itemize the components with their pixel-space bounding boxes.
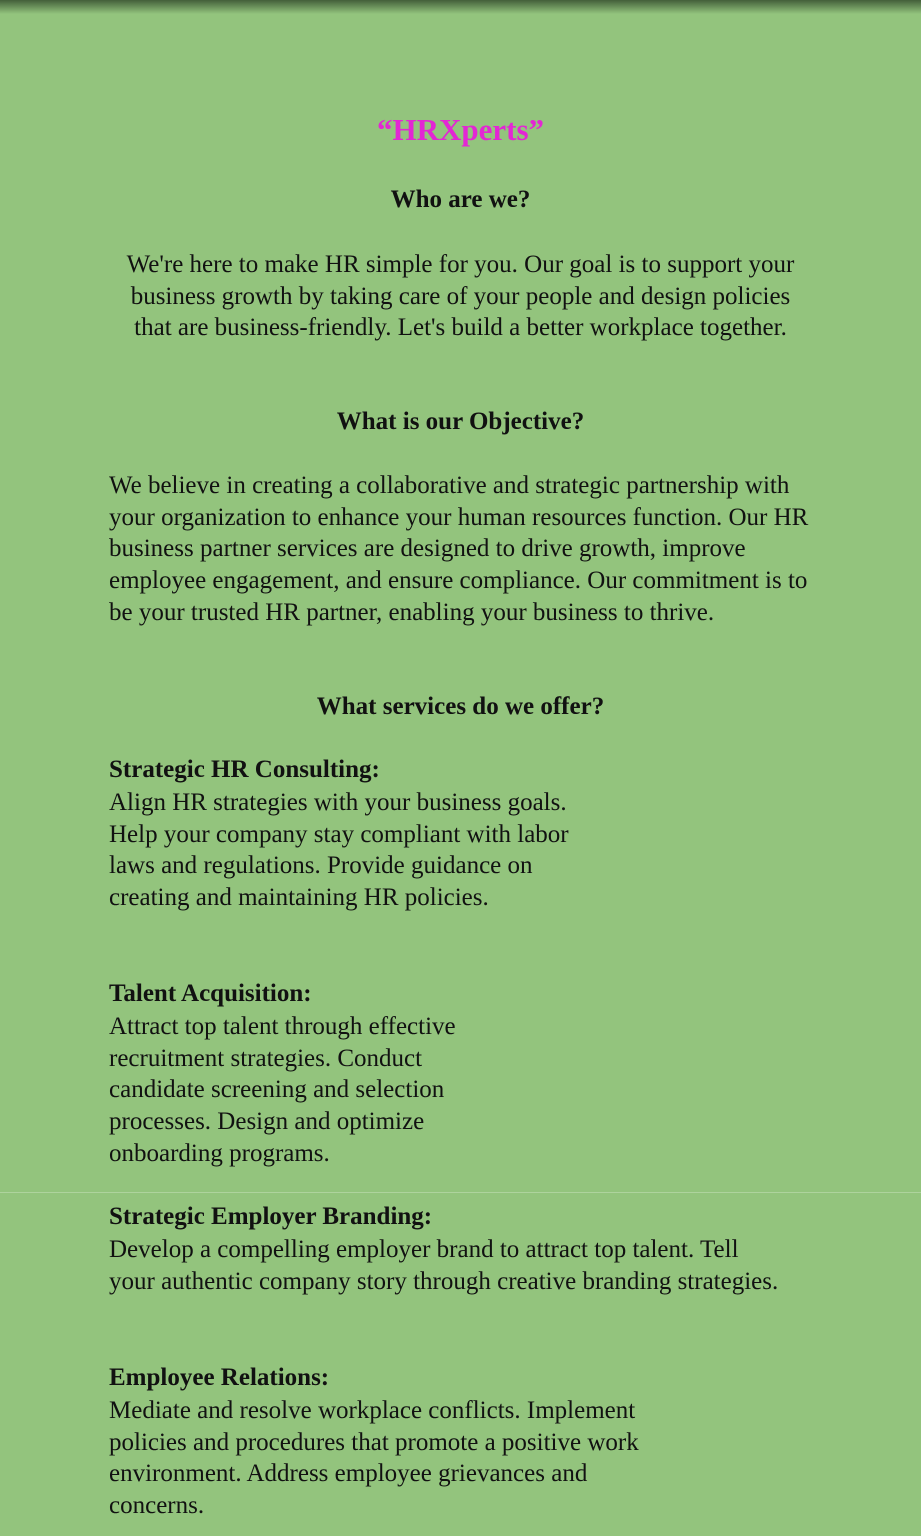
page-seam (0, 1192, 921, 1193)
service-talent-acquisition (109, 977, 494, 1170)
service-strategic-hr-consulting (109, 753, 609, 914)
service-title: Strategic Employer Branding: (109, 1203, 433, 1230)
about-text: We're here to make HR simple for you. Our goal is to support your business growth by taking care of your people and design policies that are business-friendly. Let's build a better workplace together. (126, 251, 795, 342)
service-body: Align HR strategies with your business goals. Help your company stay compliant with labor laws and regulations. Provide guidance on creating and maintaining HR policies. (109, 789, 569, 912)
top-shadow (0, 0, 921, 14)
service-employee-relations (109, 1361, 669, 1522)
service-title: Talent Acquisition: (109, 980, 312, 1007)
service-body: Develop a compelling employer brand to attract top talent. Tell your authentic company story through creative branding strategies. (109, 1236, 779, 1295)
objective-heading: What is our Objective? (336, 408, 585, 435)
page-title: “HRXperts” (376, 112, 545, 147)
services-heading: What services do we offer? (316, 693, 605, 720)
service-employer-branding (109, 1200, 789, 1297)
service-body: Attract top talent through effective recruitment strategies. Conduct candidate screening and selection processes. Design and optimize onboarding programs. (109, 1013, 456, 1167)
service-title: Strategic HR Consulting: (109, 756, 380, 783)
about-heading: Who are we? (390, 186, 531, 213)
service-title: Employee Relations: (109, 1364, 330, 1391)
service-body: Mediate and resolve workplace conflicts. Implement policies and procedures that promote a positive work environment. Address employee grievances and concerns. (109, 1397, 639, 1520)
objective-text: We believe in creating a collaborative and strategic partnership with your organization to enhance your human resources function. Our HR business partner services are designed to drive growth, improve employee engagement, and ensure compliance. Our commitment is to be your trusted HR partner, enabling your business to thrive. (109, 472, 809, 626)
